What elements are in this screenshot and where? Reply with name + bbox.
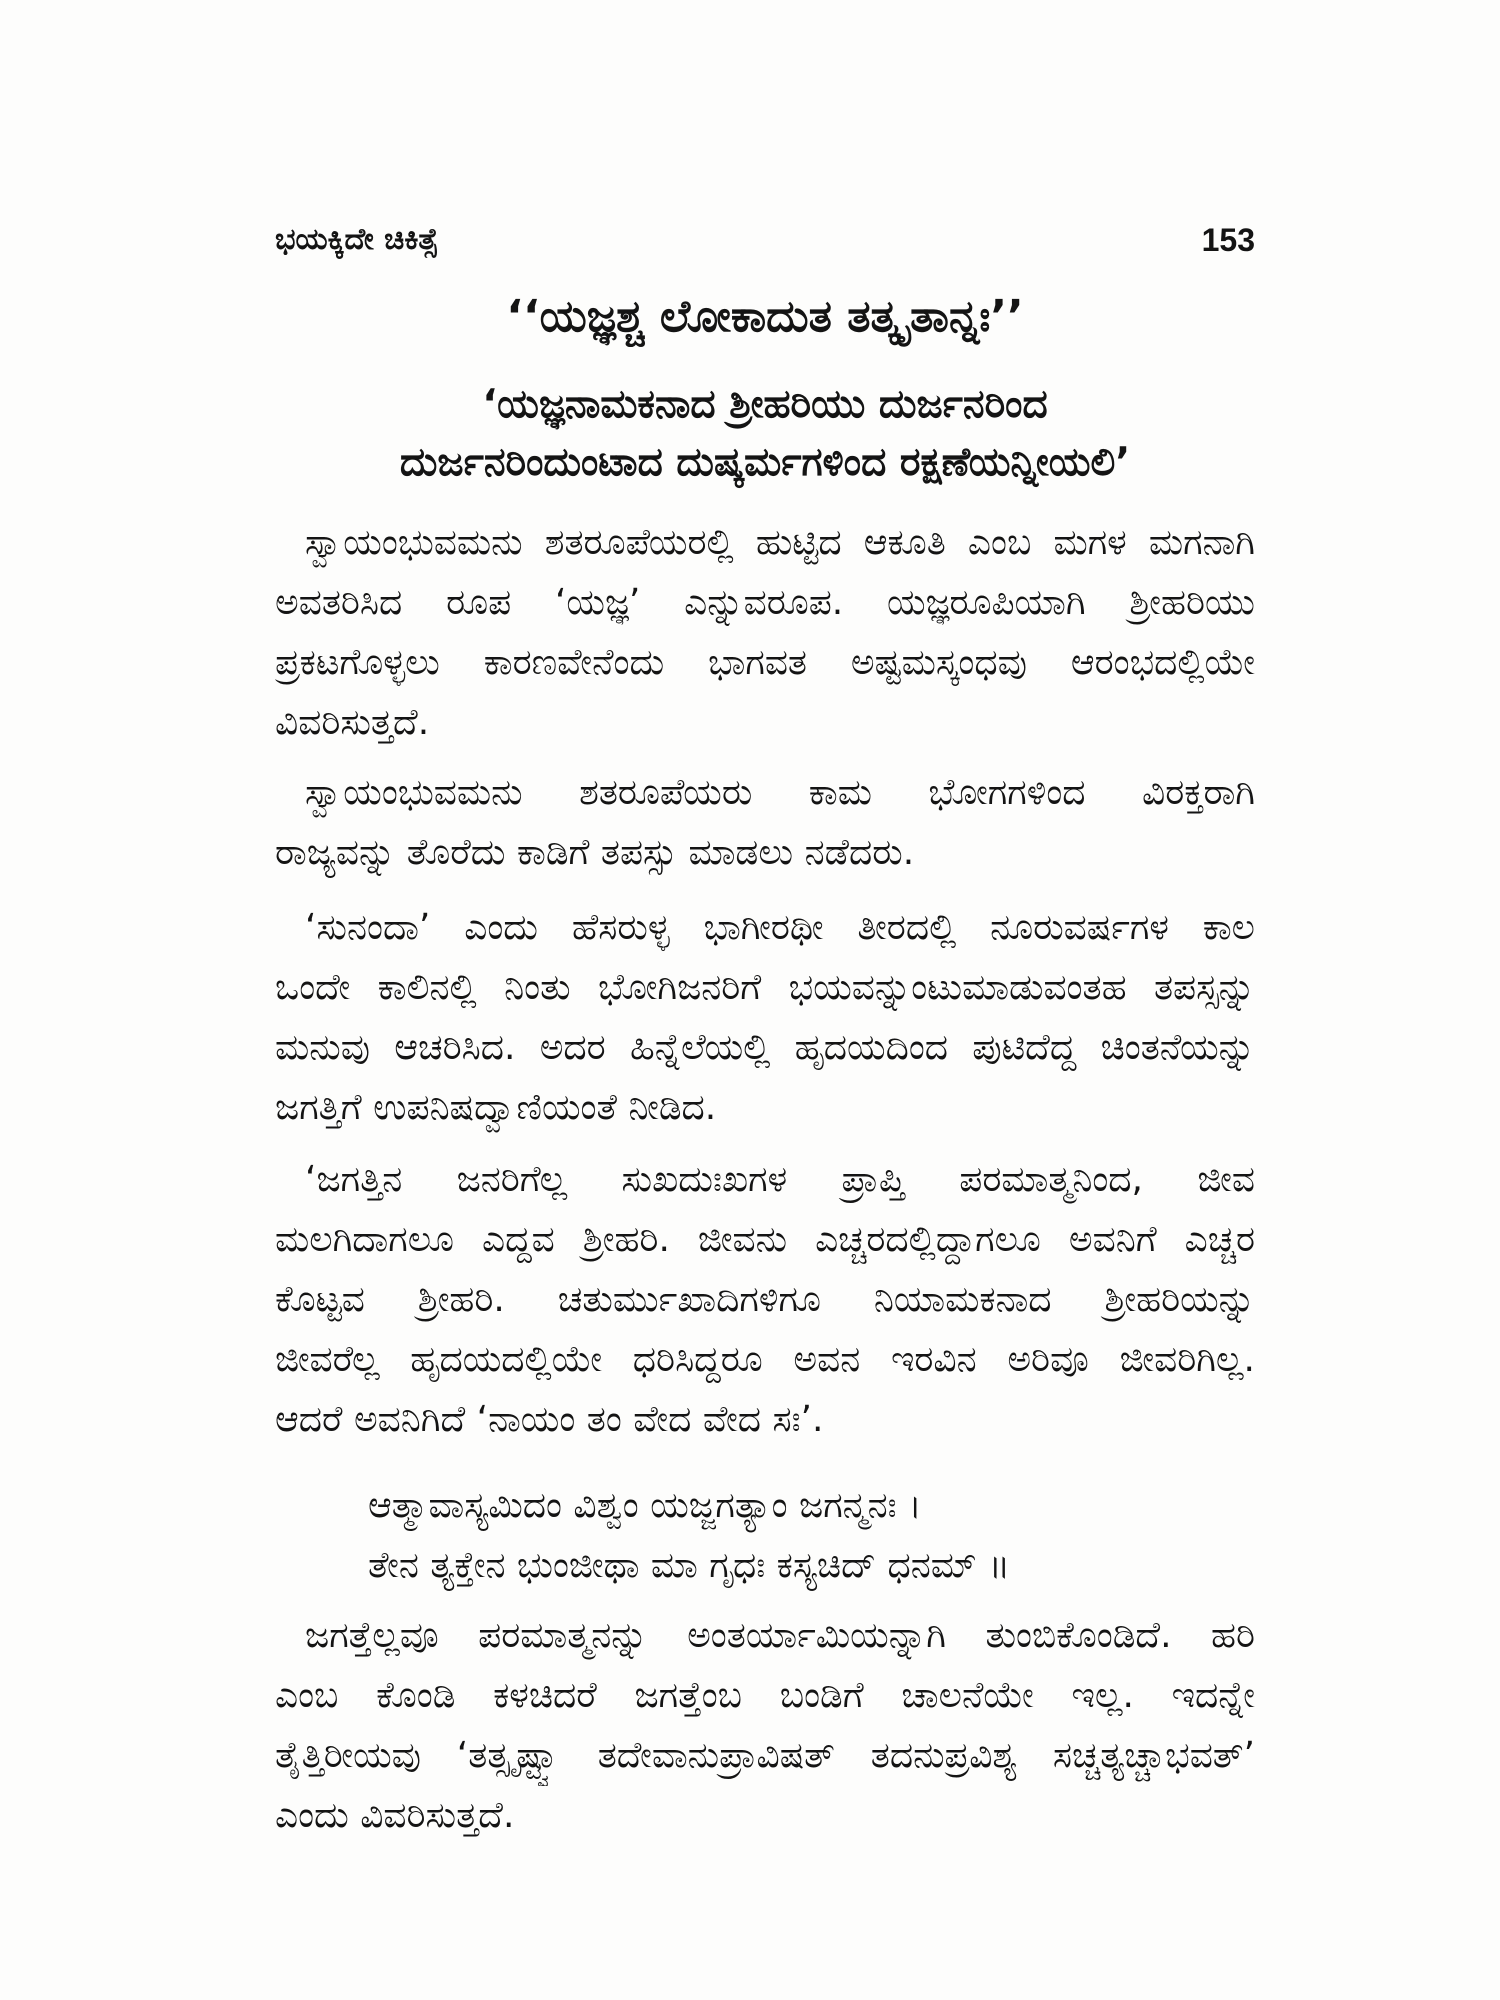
paragraph-line: ವಿವರಿಸುತ್ತದೆ. [275,702,430,743]
paragraph-line: ‘ಸುನಂದಾ’ ಎಂದು ಹೆಸರುಳ್ಳ ಭಾಗೀರಥೀ ತೀರದಲ್ಲಿ ನೂರುವರ್ಷಗಳ ಕಾಲ [305,907,1255,948]
paragraph-line: ತೈತ್ತಿರೀಯವು ‘ತತ್ಸೃಷ್ಟ್ವಾ ತದೇವಾನುಪ್ರಾವಿಷತ್ ತದನುಪ್ರವಿಶ್ಯ ಸಚ್ಚತ್ಯಚ್ಚಾಭವತ್’ [275,1735,1255,1776]
paragraph-line: ಒಂದೇ ಕಾಲಿನಲ್ಲಿ ನಿಂತು ಭೋಗಿಜನರಿಗೆ ಭಯವನ್ನುಂಟುಮಾಡುವಂತಹ ತಪಸ್ಸನ್ನು [275,967,1255,1008]
paragraph-line: ಜಗತ್ತೆಲ್ಲವೂ ಪರಮಾತ್ಮನನ್ನು ಅಂತರ್ಯಾಮಿಯನ್ನಾಗಿ ತುಂಬಿಕೊಂಡಿದೆ. ಹರಿ [305,1615,1255,1656]
paragraph-2 [275,763,1255,883]
subtitle-line: ದುರ್ಜನರಿಂದುಂಟಾದ ದುಷ್ಕರ್ಮಗಳಿಂದ ರಕ್ಷಣೆಯನ್ನೀಯಲಿ’ [399,440,1131,485]
paragraph-line: ಮನುವು ಆಚರಿಸಿದ. ಅದರ ಹಿನ್ನೆಲೆಯಲ್ಲಿ ಹೃದಯದಿಂದ ಪುಟಿದೆದ್ದ ಚಿಂತನೆಯನ್ನು [275,1027,1255,1068]
paragraph-line: ಅವತರಿಸಿದ ರೂಪ ‘ಯಜ್ಞ’ ಎನ್ನುವರೂಪ. ಯಜ್ಞರೂಪಿಯಾಗಿ ಶ್ರೀಹರಿಯು [275,582,1255,623]
paragraph-line: ಮಲಗಿದಾಗಲೂ ಎದ್ದವ ಶ್ರೀಹರಿ. ಜೀವನು ಎಚ್ಚರದಲ್ಲಿದ್ದಾಗಲೂ ಅವನಿಗೆ ಎಚ್ಚರ [275,1219,1255,1260]
running-title: ಭಯಕ್ಕಿದೇ ಚಿಕಿತ್ಸೆ [275,222,439,257]
verse-line: ತೇನ ತ್ಯಕ್ತೇನ ಭುಂಜೀಥಾ ಮಾ ಗೃಧಃ ಕಸ್ಯಚಿದ್ ಧನಮ್ ॥ [368,1545,1011,1586]
paragraph-line: ‘ಜಗತ್ತಿನ ಜನರಿಗೆಲ್ಲ ಸುಖದುಃಖಗಳ ಪ್ರಾಪ್ತಿ ಪರಮಾತ್ಮನಿಂದ, ಜೀವ [305,1159,1255,1200]
paragraph-line: ಎಂಬ ಕೊಂಡಿ ಕಳಚಿದರೆ ಜಗತ್ತೆಂಬ ಬಂಡಿಗೆ ಚಾಲನೆಯೇ ಇಲ್ಲ. ಇದನ್ನೇ [275,1675,1255,1716]
section-subtitle [275,376,1255,492]
subtitle-line: ‘ಯಜ್ಞನಾಮಕನಾದ ಶ್ರೀಹರಿಯು ದುರ್ಜನರಿಂದ [482,382,1048,427]
paragraph-line: ಆದರೆ ಅವನಿಗಿದೆ ‘ನಾಯಂ ತಂ ವೇದ ವೇದ ಸಃ’. [275,1399,824,1440]
paragraph-1 [275,513,1255,753]
paragraph-line: ಸ್ವಾಯಂಭುವಮನು ಶತರೂಪೆಯರು ಕಾಮ ಭೋಗಗಳಿಂದ ವಿರಕ್ತರಾಗಿ [305,772,1255,813]
paragraph-5 [275,1606,1255,1846]
paragraph-line: ಜಗತ್ತಿಗೆ ಉಪನಿಷದ್ವಾಣಿಯಂತೆ ನೀಡಿದ. [275,1087,717,1128]
verse-line: ಆತ್ಮಾವಾಸ್ಯಮಿದಂ ವಿಶ್ವಂ ಯಜ್ಜಗತ್ಯಾಂ ಜಗನ್ಮನಃ । [368,1485,922,1526]
paragraph-line: ಕೊಟ್ಟವ ಶ್ರೀಹರಿ. ಚತುರ್ಮುಖಾದಿಗಳಿಗೂ ನಿಯಾಮಕನಾದ ಶ್ರೀಹರಿಯನ್ನು [275,1279,1255,1320]
paragraph-line: ರಾಜ್ಯವನ್ನು ತೊರೆದು ಕಾಡಿಗೆ ತಪಸ್ಸು ಮಾಡಲು ನಡೆದರು. [275,832,915,873]
paragraph-line: ಪ್ರಕಟಗೊಳ್ಳಲು ಕಾರಣವೇನೆಂದು ಭಾಗವತ ಅಷ್ಟಮಸ್ಕಂಧವು ಆರಂಭದಲ್ಲಿಯೇ [275,642,1255,683]
paragraph-4 [275,1150,1255,1450]
paragraph-line: ಜೀವರೆಲ್ಲ ಹೃದಯದಲ್ಲಿಯೇ ಧರಿಸಿದ್ದರೂ ಅವನ ಇರವಿನ ಅರಿವೂ ಜೀವರಿಗಿಲ್ಲ. [275,1339,1255,1380]
section-title: ‘‘ಯಜ್ಞಶ್ಚ ಲೋಕಾದುತ ತತ್ಕೃತಾನ್ನಃ’’ [506,291,1024,342]
paragraph-line: ಸ್ವಾಯಂಭುವಮನು ಶತರೂಪೆಯರಲ್ಲಿ ಹುಟ್ಟಿದ ಆಕೂತಿ ಎಂಬ ಮಗಳ ಮಗನಾಗಿ [305,522,1255,563]
paragraph-line: ಎಂದು ವಿವರಿಸುತ್ತದೆ. [275,1795,515,1836]
page-number: 153 [1201,222,1255,258]
verse-block [368,1476,1248,1596]
paragraph-3 [275,898,1255,1138]
